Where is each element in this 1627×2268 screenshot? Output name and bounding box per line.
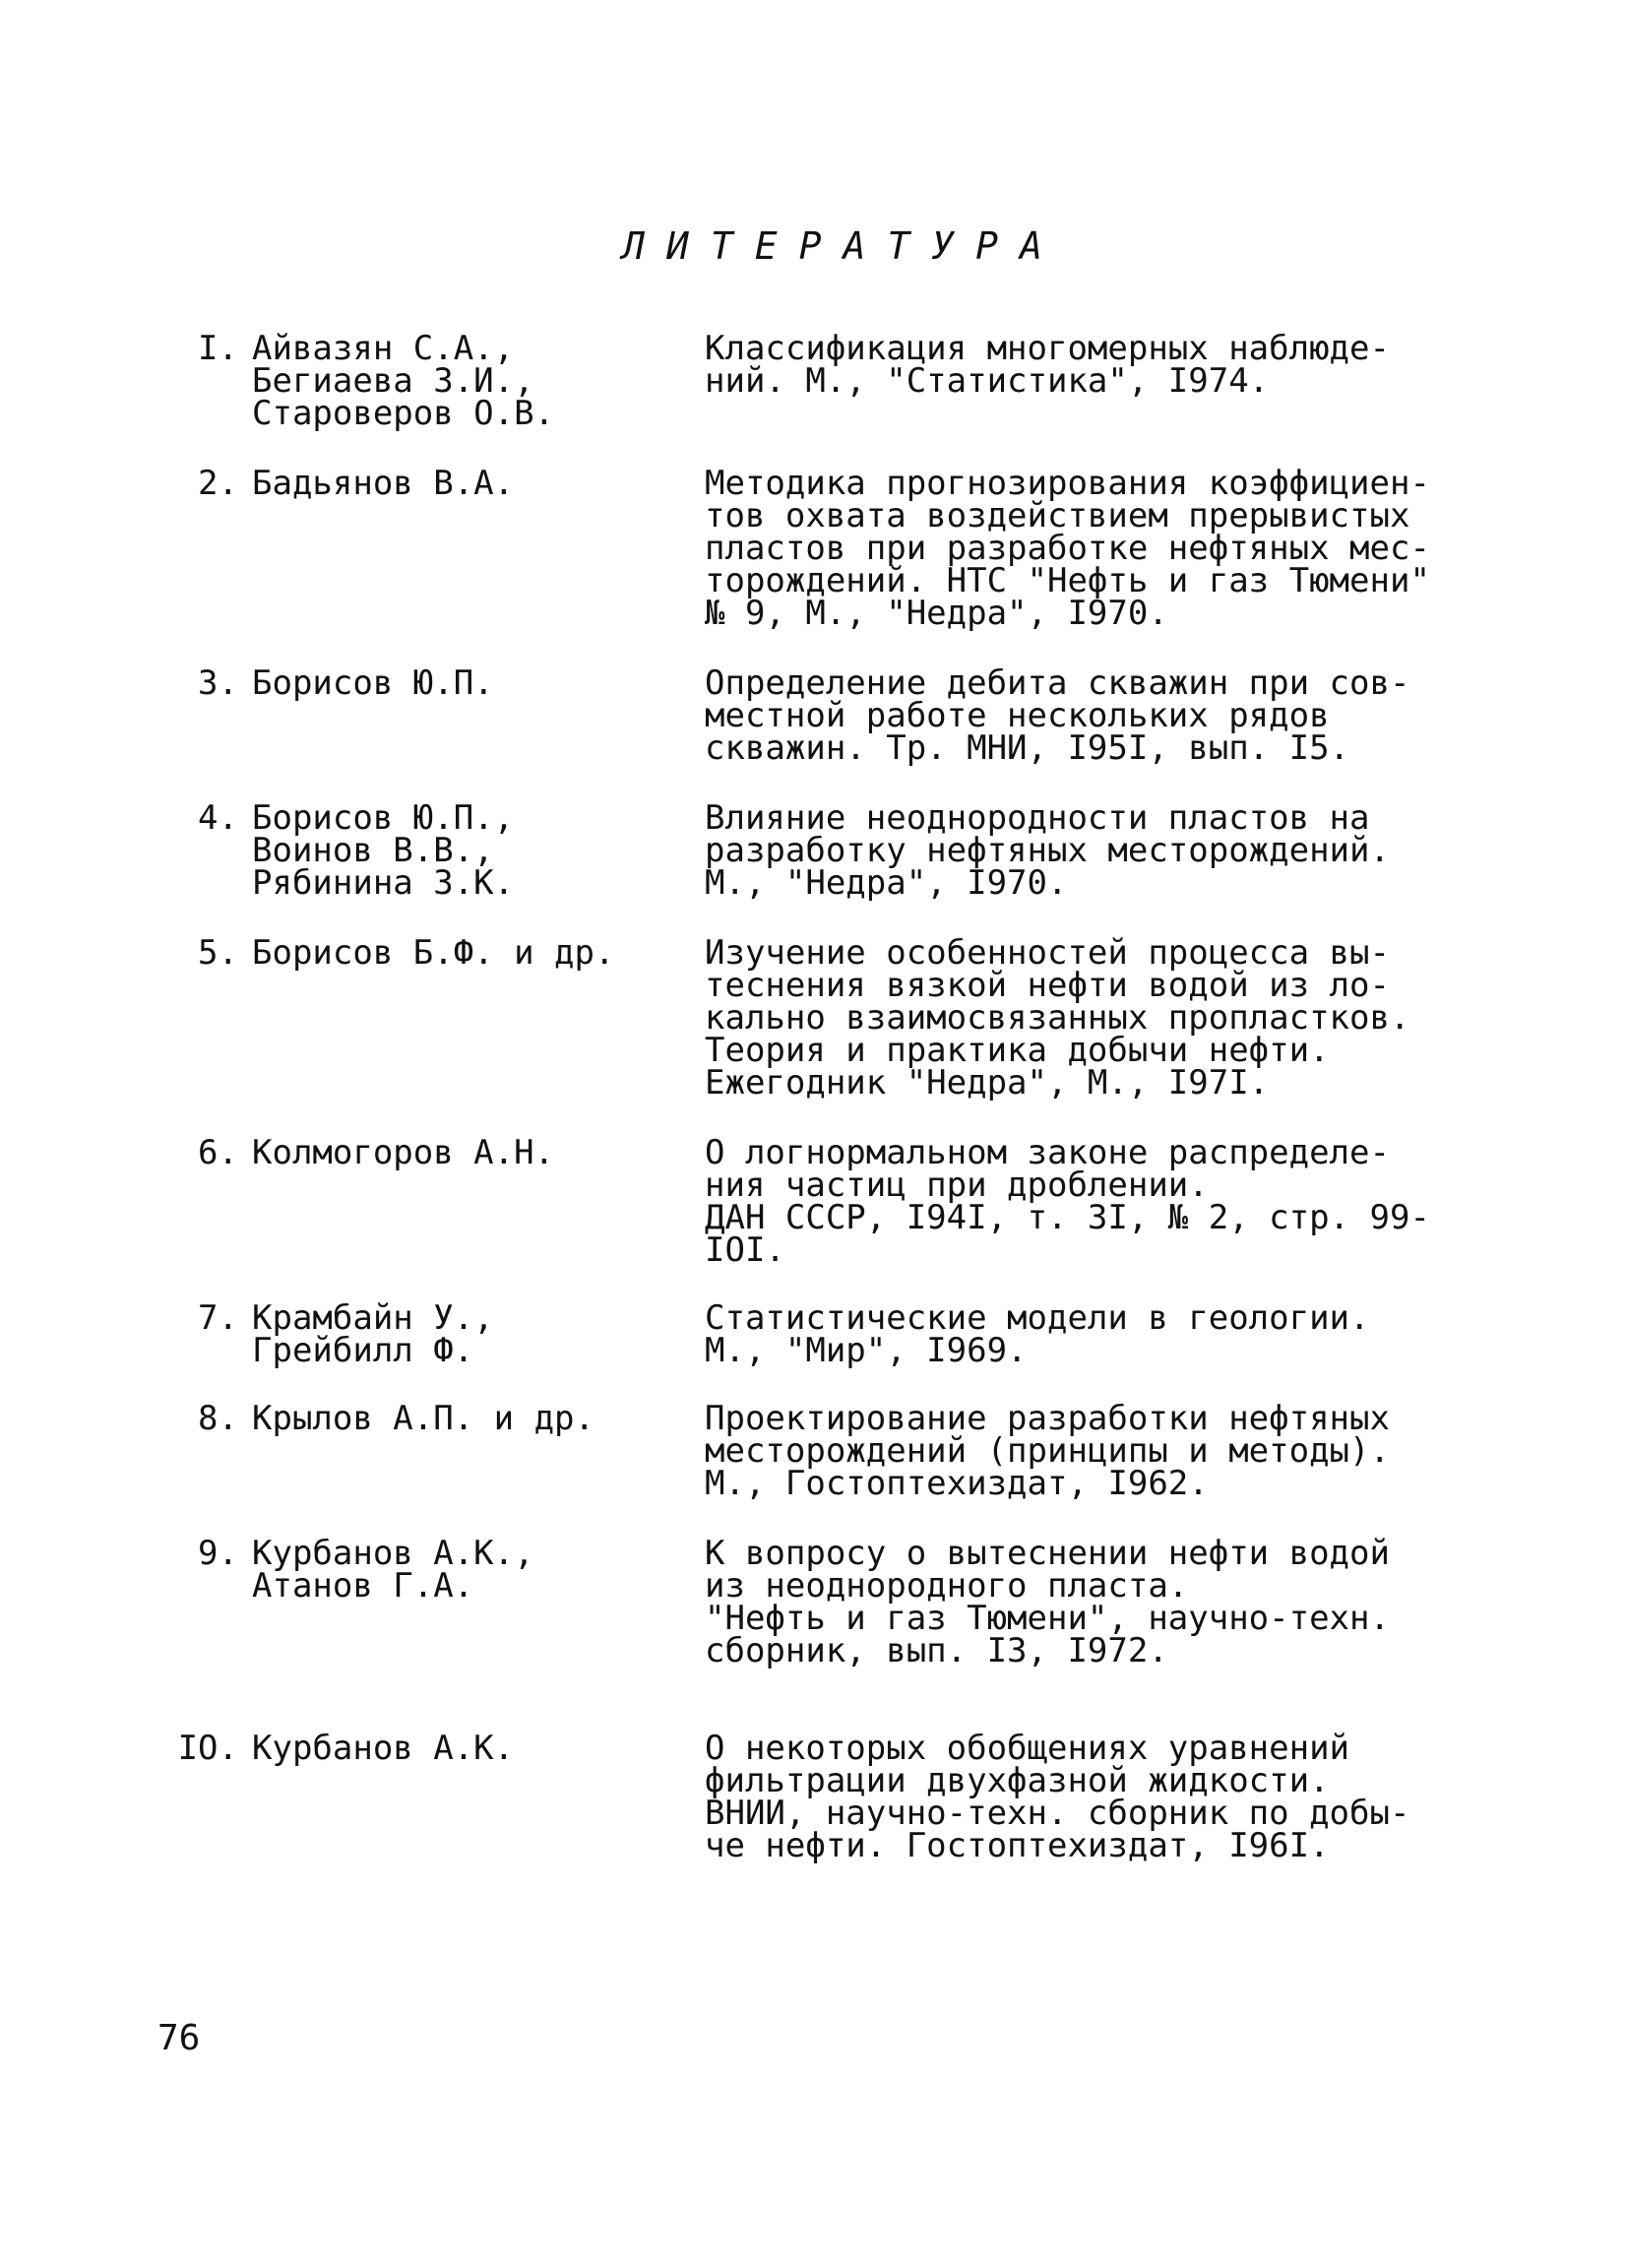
reference-number: 4. (198, 798, 238, 838)
description-line: из неоднородного пласта. (705, 1566, 1189, 1606)
reference-description (705, 1399, 1453, 1503)
description-line: М., "Мир", I969. (705, 1331, 1028, 1370)
description-line: месторождений (принципы и методы). (705, 1431, 1390, 1471)
description-line: тов охвата воздействием прерывистых (705, 496, 1410, 536)
author-name: Бадьянов В.А. (252, 464, 515, 503)
reference-entry (157, 464, 1457, 633)
reference-entry (157, 1729, 1457, 1865)
description-line: торождений. НТС "Нефть и газ Тюмени" (705, 561, 1430, 600)
reference-authors (252, 1298, 705, 1370)
reference-description (705, 1534, 1453, 1670)
description-line: Влияние неоднородности пластов на (705, 798, 1370, 838)
description-line: Статистические модели в геологии. (705, 1298, 1370, 1338)
author-name: Воинов В.В., (252, 831, 494, 870)
reference-number: 6. (198, 1133, 238, 1172)
reference-number: 5. (198, 933, 238, 973)
reference-description (705, 329, 1453, 401)
description-line: "Нефть и газ Тюмени", научно-техн. (705, 1599, 1390, 1638)
description-line: Ежегодник "Недра", М., I97I. (705, 1063, 1270, 1102)
author-name: Колмогоров А.Н. (252, 1133, 555, 1172)
reference-number: 7. (198, 1298, 238, 1338)
author-name: Староверов О.В. (252, 394, 555, 433)
description-line: скважин. Тр. МНИ, I95I, вып. I5. (705, 728, 1350, 768)
author-name: Курбанов А.К. (252, 1729, 515, 1768)
description-line: теснения вязкой нефти водой из ло- (705, 966, 1390, 1005)
reference-authors (252, 663, 705, 703)
description-line: кально взаимосвязанных пропластков. (705, 998, 1410, 1038)
reference-description (705, 798, 1453, 903)
author-name: Курбанов А.К., (252, 1534, 534, 1573)
reference-entry (157, 663, 1457, 768)
reference-authors (252, 933, 705, 973)
reference-list (157, 329, 1457, 1898)
description-line: М., "Недра", I970. (705, 863, 1068, 903)
page-number: 76 (157, 2018, 201, 2058)
reference-number: 2. (198, 464, 238, 503)
description-line: фильтрации двухфазной жидкости. (705, 1761, 1330, 1800)
description-line: О логнормальном законе распределе- (705, 1133, 1390, 1172)
description-line: ДАН СССР, I94I, т. 3I, № 2, стр. 99- (705, 1198, 1430, 1237)
description-line: Определение дебита скважин при сов- (705, 663, 1410, 703)
reference-entry (157, 1399, 1457, 1503)
reference-description (705, 1133, 1453, 1270)
reference-authors (252, 1729, 705, 1768)
reference-entry (157, 1133, 1457, 1270)
reference-authors (252, 1399, 705, 1438)
author-name: Борисов Б.Ф. и др. (252, 933, 615, 973)
description-line: че нефти. Гостоптехиздат, I96I. (705, 1826, 1330, 1865)
description-line: Классификация многомерных наблюде- (705, 329, 1390, 368)
reference-authors (252, 464, 705, 503)
reference-entry (157, 798, 1457, 903)
reference-description (705, 933, 1453, 1102)
reference-entry (157, 1534, 1457, 1670)
reference-number: I. (198, 329, 238, 368)
description-line: местной работе нескольких рядов (705, 696, 1330, 735)
reference-authors (252, 329, 705, 433)
description-line: К вопросу о вытеснении нефти водой (705, 1534, 1390, 1573)
author-name: Рябинина З.К. (252, 863, 515, 903)
reference-number: 3. (198, 663, 238, 703)
reference-number: 9. (198, 1534, 238, 1573)
description-line: О некоторых обобщениях уравнений (705, 1729, 1350, 1768)
description-line: ния частиц при дроблении. (705, 1166, 1209, 1205)
description-line: IOI. (705, 1230, 785, 1270)
reference-authors (252, 1133, 705, 1172)
description-line: Проектирование разработки нефтяных (705, 1399, 1390, 1438)
description-line: № 9, М., "Недра", I970. (705, 594, 1168, 633)
author-name: Крылов А.П. и др. (252, 1399, 594, 1438)
reference-entry (157, 1298, 1457, 1370)
reference-description (705, 663, 1453, 768)
author-name: Атанов Г.А. (252, 1566, 474, 1606)
author-name: Айвазян С.А., (252, 329, 515, 368)
page-heading: ЛИТЕРАТУРА (622, 224, 1064, 268)
reference-description (705, 1298, 1453, 1370)
description-line: ний. М., "Статистика", I974. (705, 361, 1270, 401)
reference-entry (157, 329, 1457, 433)
author-name: Борисов Ю.П. (252, 663, 494, 703)
description-line: Изучение особенностей процесса вы- (705, 933, 1390, 973)
description-line: пластов при разработке нефтяных мес- (705, 529, 1430, 568)
author-name: Крамбайн У., (252, 1298, 494, 1338)
reference-authors (252, 798, 705, 903)
description-line: разработку нефтяных месторождений. (705, 831, 1390, 870)
description-line: сборник, вып. I3, I972. (705, 1631, 1168, 1670)
reference-authors (252, 1534, 705, 1606)
reference-description (705, 1729, 1453, 1865)
author-name: Бегиаева З.И., (252, 361, 534, 401)
reference-number: 8. (198, 1399, 238, 1438)
description-line: ВНИИ, научно-техн. сборник по добы- (705, 1794, 1410, 1833)
author-name: Грейбилл Ф. (252, 1331, 474, 1370)
author-name: Борисов Ю.П., (252, 798, 515, 838)
reference-entry (157, 933, 1457, 1102)
description-line: Теория и практика добычи нефти. (705, 1031, 1330, 1070)
reference-number: IO. (177, 1729, 238, 1768)
description-line: Методика прогнозирования коэффициен- (705, 464, 1430, 503)
description-line: М., Гостоптехиздат, I962. (705, 1464, 1209, 1503)
reference-description (705, 464, 1453, 633)
